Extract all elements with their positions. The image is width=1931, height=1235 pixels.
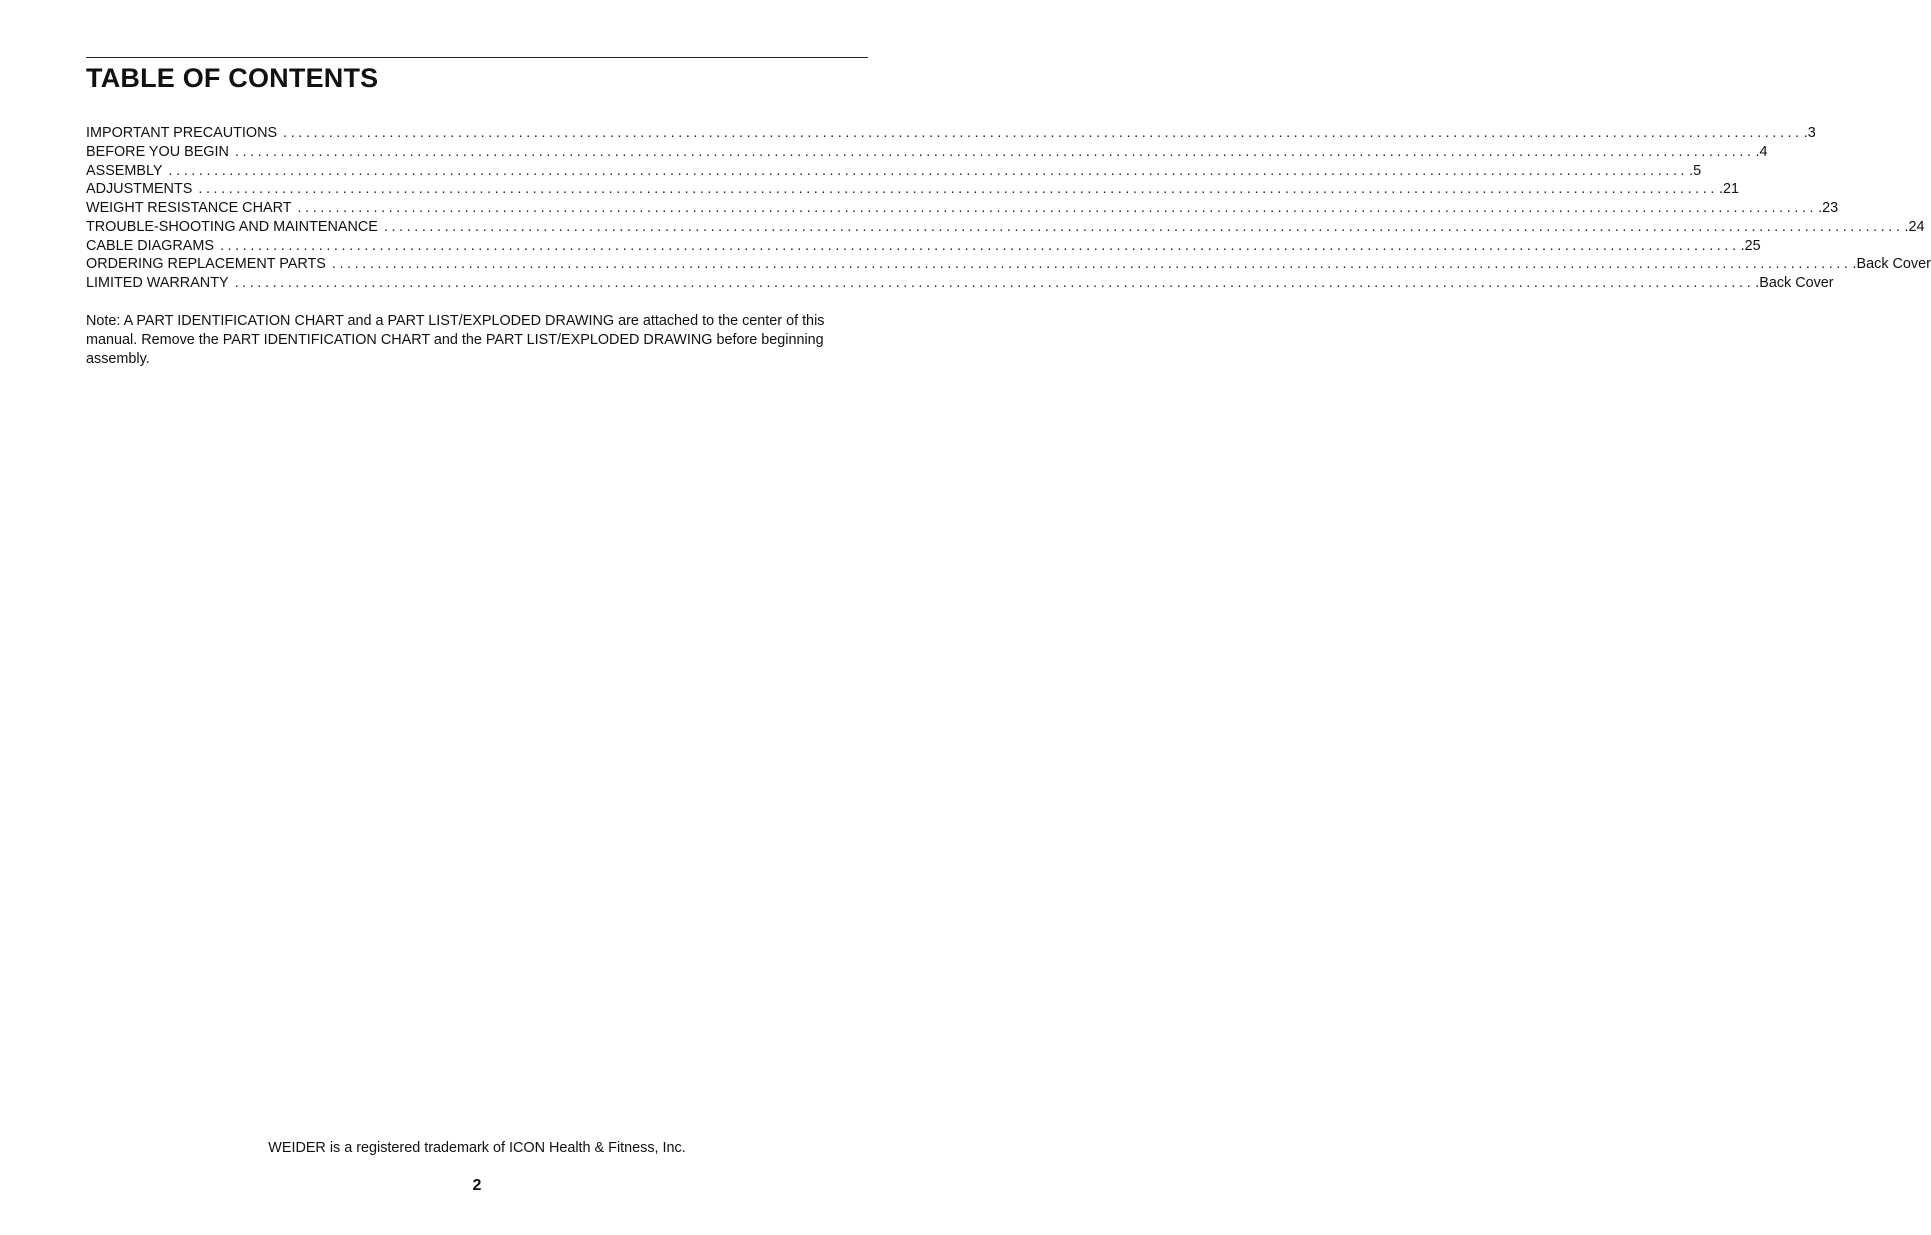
toc-entry-label: CABLE DIAGRAMS (86, 237, 214, 254)
toc-entry[interactable] (86, 143, 1768, 162)
toc-dot-leader: ........................................................................................................................................................................................................ (198, 181, 1718, 198)
toc-entry-page: .Back Cover (1852, 256, 1931, 273)
toc-entry-page: .25 (1740, 237, 1761, 254)
toc-entry[interactable] (86, 274, 1834, 293)
toc-dot-leader: ........................................................................................................................................................................................................ (234, 143, 1755, 160)
toc-entry[interactable] (86, 199, 1839, 218)
toc-entry[interactable] (86, 255, 1931, 274)
toc-entry-page: .3 (1803, 125, 1816, 141)
header-rule (86, 57, 868, 58)
toc-dot-leader: ........................................................................................................................................................................................................ (331, 256, 1852, 273)
page-number: 2 (472, 1177, 482, 1194)
assembly-note: Note: A PART IDENTIFICATION CHART and a PART LIST/EXPLODED DRAWING are attached to the center of this manual. Remove the PART IDENTIFICATION CHART and the PART LIST/EXPLODED DRAWING before beginning assembly. (86, 313, 825, 367)
toc-entry-page: .4 (1755, 143, 1768, 160)
toc-entry-label: LIMITED WARRANTY (86, 275, 229, 291)
toc-entry[interactable] (86, 237, 1761, 256)
toc-entry-page: .Back Cover (1755, 275, 1834, 291)
toc-dot-leader: ........................................................................................................................................................................................................ (383, 218, 1904, 235)
toc-entry-label: BEFORE YOU BEGIN (86, 143, 229, 160)
toc-entry[interactable] (86, 124, 1816, 143)
toc-entry-label: ORDERING REPLACEMENT PARTS (86, 256, 326, 273)
table-of-contents (86, 124, 1931, 293)
toc-dot-leader: ........................................................................................................................................................................................................ (168, 162, 1689, 179)
toc-dot-leader: ........................................................................................................................................................................................................ (234, 275, 1755, 291)
toc-entry-label: TROUBLE-SHOOTING AND MAINTENANCE (86, 218, 378, 235)
toc-entry-label: WEIGHT RESISTANCE CHART (86, 200, 292, 216)
trademark-notice: WEIDER is a registered trademark of ICON Health & Fitness, Inc. (268, 1140, 686, 1156)
toc-entry-label: ADJUSTMENTS (86, 181, 193, 198)
toc-entry-label: ASSEMBLY (86, 162, 163, 179)
toc-entry[interactable] (86, 218, 1925, 237)
toc-dot-leader: ........................................................................................................................................................................................................ (283, 125, 1803, 141)
toc-entry-label: IMPORTANT PRECAUTIONS (86, 125, 278, 141)
toc-entry-page: .24 (1904, 218, 1925, 235)
toc-entry-page: .21 (1718, 181, 1739, 198)
toc-dot-leader: ........................................................................................................................................................................................................ (297, 200, 1818, 216)
toc-dot-leader: ........................................................................................................................................................................................................ (219, 237, 1740, 254)
toc-entry[interactable] (86, 162, 1702, 181)
toc-entry-page: .5 (1689, 162, 1702, 179)
toc-entry[interactable] (86, 180, 1739, 199)
toc-entry-page: .23 (1818, 200, 1839, 216)
page-title: TABLE OF CONTENTS (86, 63, 379, 93)
